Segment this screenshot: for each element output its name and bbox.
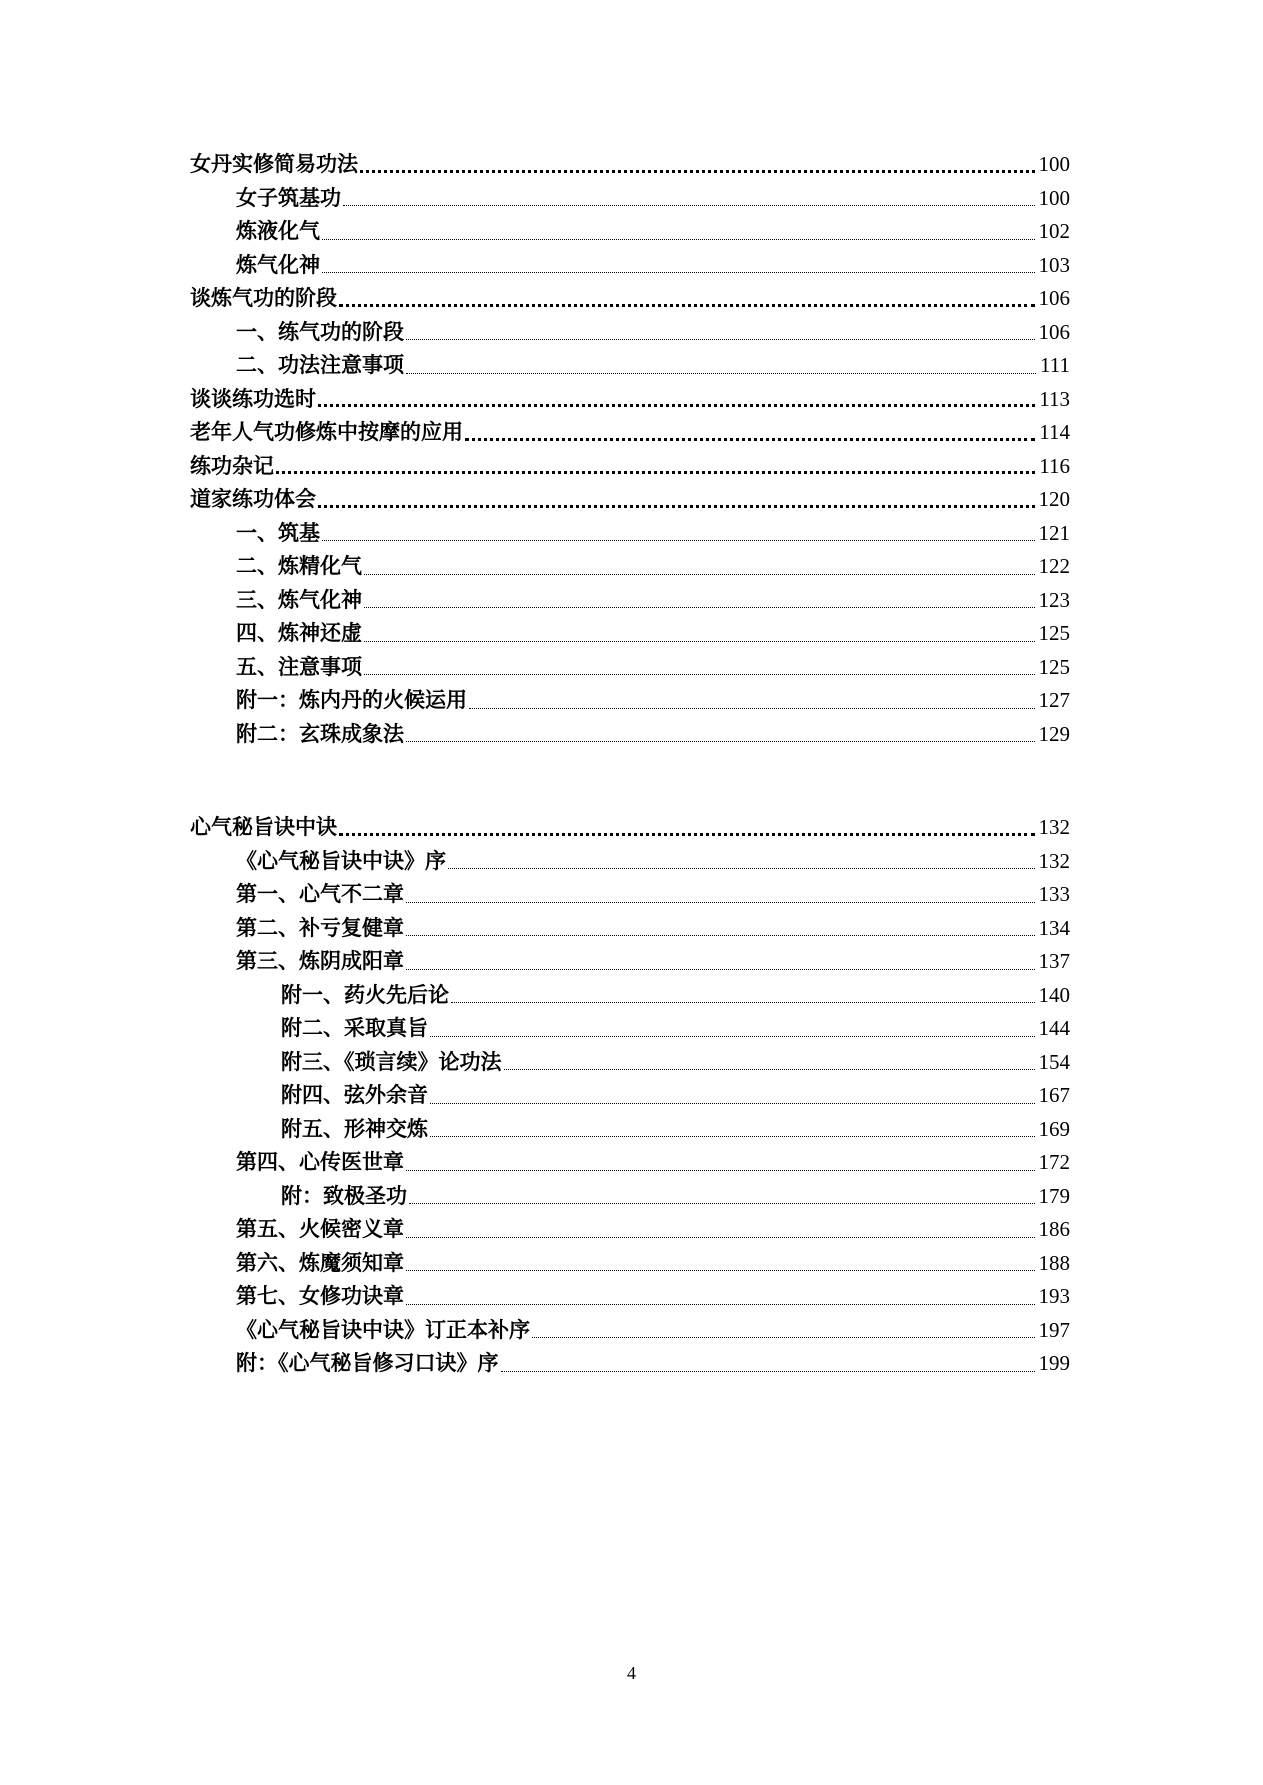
toc-entry-title: 一、练气功的阶段 xyxy=(236,319,404,344)
toc-entry[interactable] xyxy=(190,215,1070,249)
toc-entry[interactable] xyxy=(190,148,1070,182)
toc-entry-title: 谈谈练功选时 xyxy=(190,386,316,411)
toc-entry-page: 167 xyxy=(1038,1083,1070,1107)
toc-entry[interactable] xyxy=(190,1213,1070,1247)
toc-entry-title: 老年人气功修炼中按摩的应用 xyxy=(190,420,463,444)
toc-entry-page: 132 xyxy=(1038,815,1070,839)
dot-leader xyxy=(364,584,1035,618)
dot-leader xyxy=(532,1314,1035,1348)
toc-entry-page: 134 xyxy=(1038,915,1070,940)
dot-leader xyxy=(276,450,1035,484)
toc-entry[interactable] xyxy=(190,584,1070,618)
dot-leader xyxy=(322,215,1035,249)
toc-entry[interactable] xyxy=(190,550,1070,584)
dot-leader xyxy=(448,845,1035,879)
toc-entry-page: 193 xyxy=(1038,1284,1070,1308)
toc-entry-title: 一、筑基 xyxy=(236,520,320,545)
toc-entry[interactable] xyxy=(190,383,1070,417)
toc-entry-page: 172 xyxy=(1038,1150,1070,1174)
dot-leader xyxy=(343,182,1035,216)
toc-entry[interactable] xyxy=(190,878,1070,912)
toc-entry-title: 三、炼气化神 xyxy=(236,587,362,612)
dot-leader xyxy=(318,383,1035,417)
dot-leader xyxy=(406,1146,1035,1180)
toc-entry[interactable] xyxy=(190,1012,1070,1046)
toc-entry-title: 附二、采取真旨 xyxy=(281,1016,428,1040)
toc-entry[interactable] xyxy=(190,845,1070,879)
toc-entry-title: 附：致极圣功 xyxy=(281,1183,407,1208)
toc-entry-title: 附三、《琐言续》论功法 xyxy=(281,1049,502,1074)
toc-entry-page: 103 xyxy=(1038,252,1070,277)
dot-leader xyxy=(406,718,1035,752)
toc-entry[interactable] xyxy=(190,182,1070,216)
toc-entry-page: 102 xyxy=(1038,219,1070,243)
toc-entry-title: 附四、弦外余音 xyxy=(281,1083,428,1107)
toc-entry-title: 附一、药火先后论 xyxy=(281,982,449,1007)
toc-entry[interactable] xyxy=(190,1314,1070,1348)
toc-entry-title: 女丹实修简易功法 xyxy=(190,152,358,176)
dot-leader xyxy=(406,1247,1035,1281)
toc-entry-page: 140 xyxy=(1038,982,1070,1007)
dot-leader xyxy=(364,651,1035,685)
toc-entry-title: 第四、心传医世章 xyxy=(236,1150,404,1174)
toc-entry-title: 五、注意事项 xyxy=(236,654,362,679)
dot-leader xyxy=(430,1079,1035,1113)
toc-entry-title: 《心气秘旨诀中诀》序 xyxy=(236,848,446,873)
toc-entry-page: 120 xyxy=(1038,487,1070,511)
dot-leader xyxy=(451,979,1035,1013)
toc-entry[interactable] xyxy=(190,1046,1070,1080)
toc-entry-title: 《心气秘旨诀中诀》订正本补序 xyxy=(236,1317,530,1342)
toc-entry-title: 附：《心气秘旨修习口诀》序 xyxy=(236,1351,499,1375)
dot-leader xyxy=(465,416,1035,450)
toc-entry-title: 道家练功体会 xyxy=(190,487,316,511)
dot-leader xyxy=(409,1180,1035,1214)
toc-entry-page: 113 xyxy=(1039,386,1070,411)
dot-leader xyxy=(360,148,1035,182)
toc-entry[interactable] xyxy=(190,1180,1070,1214)
dot-leader xyxy=(406,878,1035,912)
dot-leader xyxy=(339,282,1035,316)
toc-entry-page: 100 xyxy=(1038,152,1070,176)
toc-entry-title: 谈炼气功的阶段 xyxy=(190,286,337,310)
toc-entry-page: 197 xyxy=(1038,1317,1070,1342)
dot-leader xyxy=(322,249,1035,283)
toc-entry-page: 137 xyxy=(1038,949,1070,973)
toc-entry-title: 第七、女修功诀章 xyxy=(236,1284,404,1308)
toc-entry[interactable] xyxy=(190,617,1070,651)
toc-entry-page: 106 xyxy=(1038,319,1070,344)
toc-entry[interactable] xyxy=(190,1113,1070,1147)
toc-group xyxy=(190,148,1070,751)
toc-entry[interactable] xyxy=(190,282,1070,316)
toc-entry[interactable] xyxy=(190,1146,1070,1180)
toc-entry-page: 114 xyxy=(1039,420,1070,444)
dot-leader xyxy=(318,483,1035,517)
dot-leader xyxy=(469,684,1035,718)
toc-entry-title: 第五、火候密义章 xyxy=(236,1217,404,1241)
dot-leader xyxy=(406,945,1035,979)
toc-entry-title: 附一：炼内丹的火候运用 xyxy=(236,688,467,712)
dot-leader xyxy=(406,316,1035,350)
toc-entry-page: 125 xyxy=(1038,621,1070,645)
toc-entry[interactable] xyxy=(190,811,1070,845)
dot-leader xyxy=(406,1280,1035,1314)
toc-entry-page: 129 xyxy=(1038,721,1070,746)
toc-entry[interactable] xyxy=(190,684,1070,718)
table-of-contents xyxy=(190,148,1070,1381)
toc-entry-page: 132 xyxy=(1038,848,1070,873)
dot-leader xyxy=(430,1012,1035,1046)
toc-entry[interactable] xyxy=(190,517,1070,551)
toc-entry-title: 练功杂记 xyxy=(190,453,274,478)
toc-entry[interactable] xyxy=(190,979,1070,1013)
toc-entry-title: 附五、形神交炼 xyxy=(281,1116,428,1141)
toc-entry-page: 100 xyxy=(1038,185,1070,210)
toc-entry-page: 133 xyxy=(1038,882,1070,906)
toc-entry[interactable] xyxy=(190,1347,1070,1381)
toc-entry-page: 188 xyxy=(1038,1250,1070,1275)
toc-entry-page: 199 xyxy=(1038,1351,1070,1375)
toc-entry-title: 四、炼神还虚 xyxy=(236,621,362,645)
toc-entry[interactable] xyxy=(190,1247,1070,1281)
toc-entry-title: 第二、补亏复健章 xyxy=(236,915,404,940)
toc-entry-title: 心气秘旨诀中诀 xyxy=(190,815,337,839)
toc-entry-title: 二、炼精化气 xyxy=(236,554,362,578)
dot-leader xyxy=(322,517,1035,551)
toc-entry[interactable] xyxy=(190,349,1070,383)
page-number: 4 xyxy=(627,1663,636,1683)
toc-entry-title: 第一、心气不二章 xyxy=(236,882,404,906)
toc-entry-page: 106 xyxy=(1038,286,1070,310)
toc-entry[interactable] xyxy=(190,249,1070,283)
toc-entry[interactable] xyxy=(190,1079,1070,1113)
toc-entry[interactable] xyxy=(190,651,1070,685)
toc-entry-title: 第六、炼魔须知章 xyxy=(236,1250,404,1275)
dot-leader xyxy=(406,912,1035,946)
dot-leader xyxy=(501,1347,1035,1381)
toc-entry-page: 123 xyxy=(1038,587,1070,612)
dot-leader xyxy=(406,349,1036,383)
toc-entry-title: 炼液化气 xyxy=(236,219,320,243)
toc-entry[interactable] xyxy=(190,945,1070,979)
toc-entry[interactable] xyxy=(190,912,1070,946)
toc-entry[interactable] xyxy=(190,316,1070,350)
toc-entry-page: 122 xyxy=(1038,554,1070,578)
toc-entry[interactable] xyxy=(190,450,1070,484)
toc-entry-page: 154 xyxy=(1038,1049,1070,1074)
toc-entry-page: 127 xyxy=(1038,688,1070,712)
toc-entry-page: 121 xyxy=(1038,520,1070,545)
toc-entry-title: 二、功法注意事项 xyxy=(236,353,404,377)
toc-entry-page: 186 xyxy=(1038,1217,1070,1241)
toc-entry-page: 116 xyxy=(1039,453,1070,478)
dot-leader xyxy=(339,811,1035,845)
toc-entry-page: 169 xyxy=(1038,1116,1070,1141)
toc-entry[interactable] xyxy=(190,718,1070,752)
toc-entry-title: 炼气化神 xyxy=(236,252,320,277)
dot-leader xyxy=(430,1113,1035,1147)
toc-entry-page: 111 xyxy=(1040,353,1070,377)
dot-leader xyxy=(364,617,1035,651)
dot-leader xyxy=(406,1213,1035,1247)
toc-entry-title: 女子筑基功 xyxy=(236,185,341,210)
toc-entry-page: 179 xyxy=(1038,1183,1070,1208)
toc-entry[interactable] xyxy=(190,416,1070,450)
toc-entry-page: 144 xyxy=(1038,1016,1070,1040)
toc-entry[interactable] xyxy=(190,483,1070,517)
toc-entry[interactable] xyxy=(190,1280,1070,1314)
toc-entry-title: 第三、炼阴成阳章 xyxy=(236,949,404,973)
dot-leader xyxy=(364,550,1035,584)
toc-entry-title: 附二：玄珠成象法 xyxy=(236,721,404,746)
toc-group xyxy=(190,811,1070,1381)
toc-entry-page: 125 xyxy=(1038,654,1070,679)
dot-leader xyxy=(504,1046,1035,1080)
